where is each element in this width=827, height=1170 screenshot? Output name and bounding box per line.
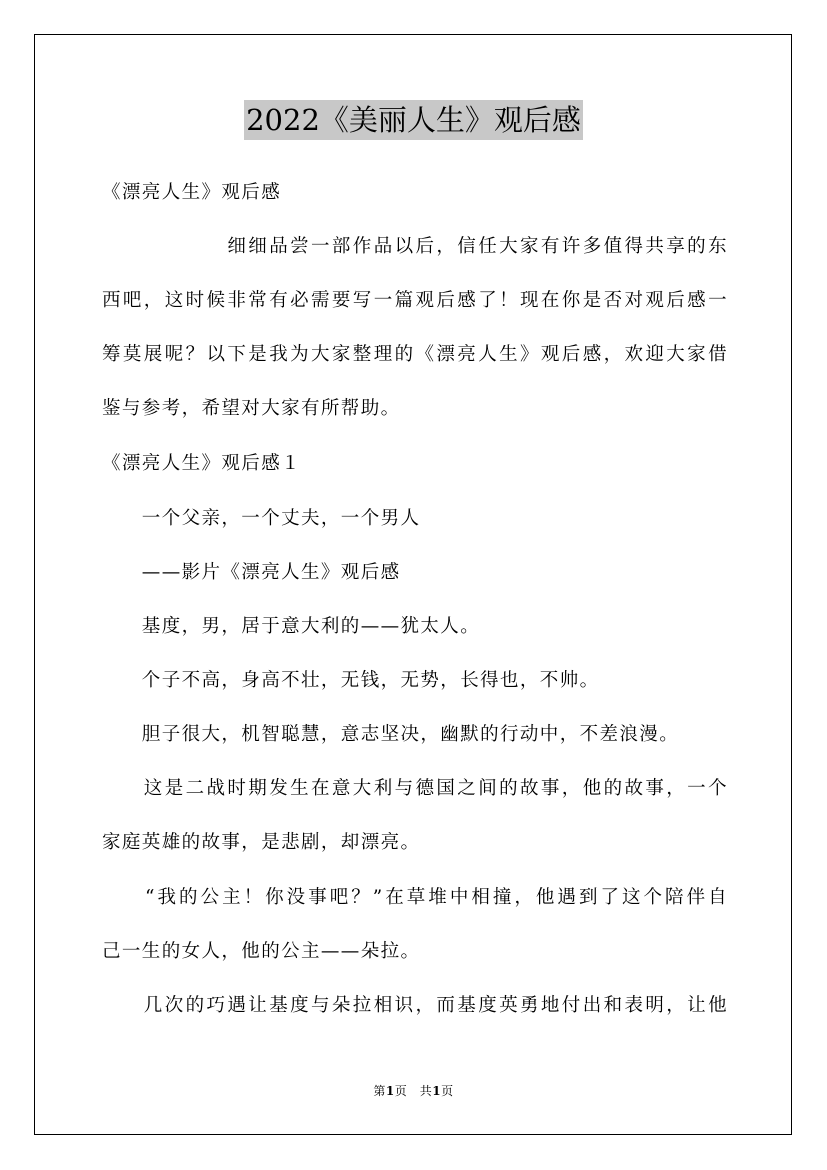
paragraph-line: 这是二战时期发生在意大利与德国之间的故事，他的故事，一个 — [102, 778, 728, 799]
paragraph-line: 基度，男，居于意大利的——犹太人。 — [102, 616, 481, 637]
document-title-row — [0, 100, 827, 140]
footer-page-number: 1 — [385, 1084, 395, 1098]
document-title: 2022《美丽人生》观后感 — [244, 100, 583, 140]
paragraph-line: 家庭英雄的故事，是悲剧，却漂亮。 — [102, 832, 421, 853]
paragraph-line: 个子不高，身高不壮，无钱，无势，长得也，不帅。 — [102, 670, 600, 691]
paragraph-line: 筹莫展呢？以下是我为大家整理的《漂亮人生》观后感，欢迎大家借 — [102, 344, 728, 365]
paragraph-line: “我的公主！你没事吧？”在草堆中相撞，他遇到了这个陪伴自 — [102, 887, 728, 908]
paragraph-line: 几次的巧遇让基度与朵拉相识，而基度英勇地付出和表明，让他 — [102, 995, 728, 1016]
paragraph-line: 西吧，这时候非常有必需要写一篇观后感了！现在你是否对观后感一 — [102, 290, 728, 311]
page-footer — [0, 1082, 827, 1100]
paragraph-line: 胆子很大，机智聪慧，意志坚决，幽默的行动中，不差浪漫。 — [102, 724, 680, 745]
paragraph-line: 细细品尝一部作品以后，信任大家有许多值得共享的东 — [102, 236, 728, 257]
paragraph-line: 己一生的女人，他的公主——朵拉。 — [102, 941, 421, 962]
footer-total-pages: 1 — [432, 1084, 442, 1098]
footer-total-suffix: 页 — [441, 1084, 454, 1098]
footer-page-prefix: 第 — [373, 1084, 386, 1098]
footer-page-suffix: 页 共 — [394, 1084, 433, 1098]
section-heading-intro: 《漂亮人生》观后感 — [102, 182, 282, 203]
paragraph-line: ——影片《漂亮人生》观后感 — [102, 562, 401, 583]
paragraph-line: 一个父亲，一个丈夫，一个男人 — [102, 508, 421, 529]
paragraph-line: 鉴与参考，希望对大家有所帮助。 — [102, 398, 401, 419]
section-heading-1: 《漂亮人生》观后感１ — [102, 453, 302, 474]
